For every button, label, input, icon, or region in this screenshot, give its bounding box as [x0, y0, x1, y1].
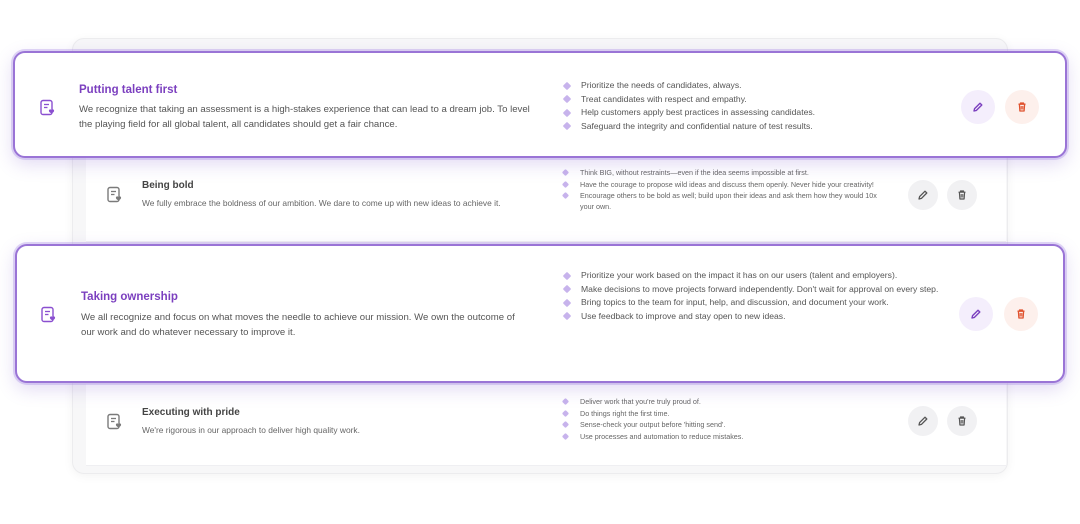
list-item: Prioritize the needs of candidates, always. — [563, 80, 943, 92]
delete-button[interactable] — [1004, 297, 1038, 331]
list-item: Have the courage to propose wild ideas and discuss them openly. Never hide your creativity! — [562, 180, 884, 191]
value-card-icon — [106, 413, 124, 431]
value-description: We're rigorous in our approach to deliver high quality work. — [142, 425, 360, 435]
list-item: Encourage others to be bold as well; build upon their ideas and ask them how they would 10x your own. — [562, 191, 884, 212]
trash-icon — [1016, 101, 1028, 113]
value-title: Executing with pride — [142, 407, 240, 418]
trash-icon — [956, 189, 968, 201]
list-item: Sense-check your output before 'hitting send'. — [562, 420, 884, 431]
value-title: Taking ownership — [81, 291, 178, 303]
delete-button[interactable] — [947, 180, 977, 210]
value-points-list — [562, 168, 884, 213]
list-item: Use feedback to improve and stay open to new ideas. — [563, 311, 939, 323]
list-item: Do things right the first time. — [562, 409, 884, 420]
value-points-list — [562, 397, 884, 443]
trash-icon — [956, 415, 968, 427]
value-points-list — [563, 270, 939, 324]
edit-button[interactable] — [961, 90, 995, 124]
delete-button[interactable] — [947, 406, 977, 436]
list-item: Treat candidates with respect and empathy. — [563, 94, 943, 106]
value-card-being-bold — [86, 158, 1006, 242]
pencil-icon — [917, 189, 929, 201]
pencil-icon — [970, 308, 982, 320]
list-item: Bring topics to the team for input, help, and discussion, and document your work. — [563, 297, 939, 309]
value-title: Putting talent first — [79, 84, 178, 96]
delete-button[interactable] — [1005, 90, 1039, 124]
value-points-list — [563, 80, 943, 134]
value-card-icon — [39, 99, 57, 117]
value-card-icon — [40, 306, 58, 324]
list-item: Help customers apply best practices in assessing candidates. — [563, 107, 943, 119]
list-item: Think BIG, without restraints—even if the idea seems impossible at first. — [562, 168, 884, 179]
list-item: Safeguard the integrity and confidential nature of test results. — [563, 121, 943, 133]
value-card-taking-ownership — [15, 244, 1065, 383]
list-item: Deliver work that you're truly proud of. — [562, 397, 884, 408]
edit-button[interactable] — [959, 297, 993, 331]
pencil-icon — [972, 101, 984, 113]
value-title: Being bold — [142, 180, 194, 191]
value-description: We all recognize and focus on what moves the needle to achieve our mission. We own the outcome of our work and do whatever necessary to improve it. — [81, 312, 515, 338]
trash-icon — [1015, 308, 1027, 320]
value-card-icon — [106, 186, 124, 204]
value-card-putting-talent-first — [13, 51, 1067, 158]
value-description: We recognize that taking an assessment is a high-stakes experience that can lead to a dream job. To level the playing field for all global talent, all candidates should get a fair chance. — [79, 104, 530, 130]
value-card-executing-with-pride — [86, 384, 1006, 466]
list-item: Prioritize your work based on the impact it has on our users (talent and employers). — [563, 270, 939, 282]
edit-button[interactable] — [908, 406, 938, 436]
list-item: Use processes and automation to reduce mistakes. — [562, 432, 884, 443]
pencil-icon — [917, 415, 929, 427]
list-item: Make decisions to move projects forward independently. Don't wait for approval on every step. — [563, 284, 939, 296]
edit-button[interactable] — [908, 180, 938, 210]
value-description: We fully embrace the boldness of our ambition. We dare to come up with new ideas to achieve it. — [142, 198, 501, 208]
